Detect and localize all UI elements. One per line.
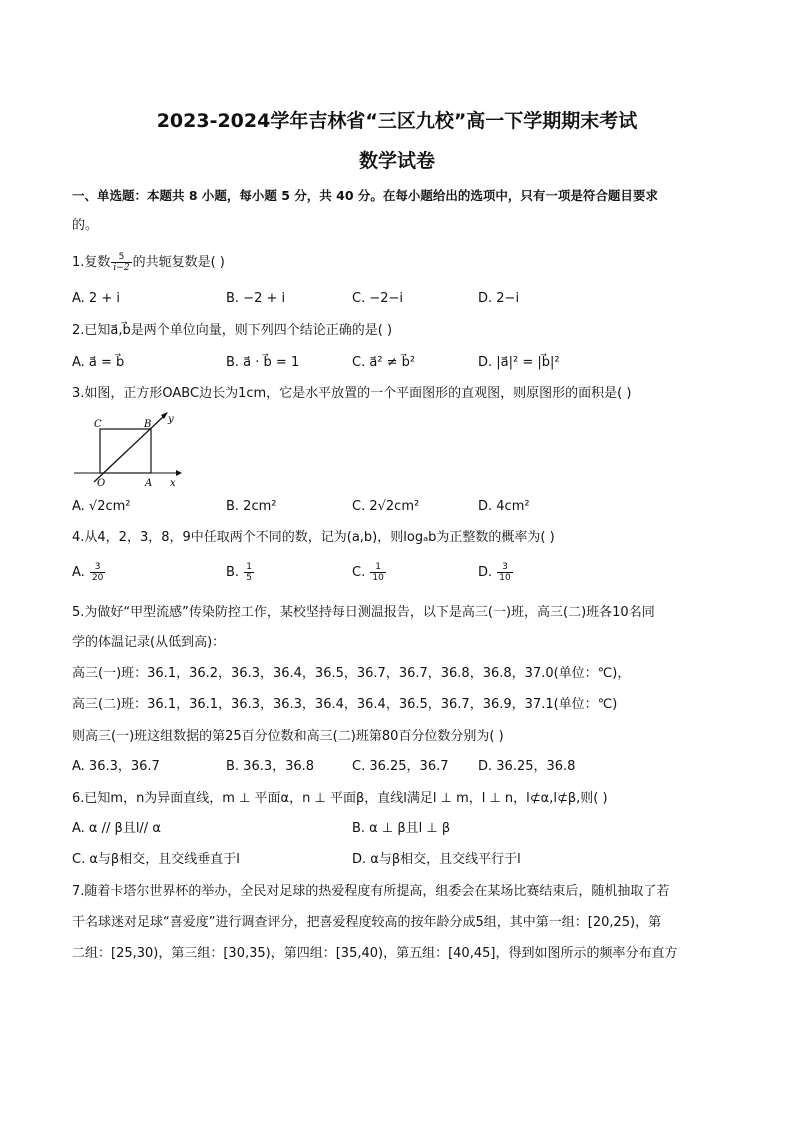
q1-option-b: B. −2 + i (226, 291, 286, 306)
q1-fraction (111, 252, 131, 273)
q5-stem-line2: 学的体温记录(从低到高)： (72, 635, 226, 650)
q2-option-b: B. a⃗ · b⃗ = 1 (226, 355, 300, 370)
q2-option-a: A. a⃗ = b⃗ (72, 355, 125, 370)
q4-option-a-fraction (90, 562, 105, 583)
q3-option-a: A. √2cm² (72, 499, 131, 514)
section-heading-line1: 一、单选题：本题共 8 小题，每小题 5 分，共 40 分。在每小题给出的选项中，只有一项是符合题目要求 (72, 188, 658, 203)
q4-option-a (72, 562, 106, 583)
label-b: B (144, 419, 152, 430)
q4-option-d-fraction (497, 562, 512, 583)
q1-option-d: D. 2−i (478, 291, 520, 306)
label-c: C (94, 419, 102, 430)
q6-option-d: D. α与β相交，且交线平行于l (352, 852, 521, 867)
q4-option-b-letter: B. (226, 565, 240, 580)
q3-stem: 3.如图，正方形OABC边长为1cm，它是水平放置的一个平面图形的直观图，则原图形的面积是( ) (72, 386, 632, 401)
q5-option-c: C. 36.25，36.7 (352, 759, 449, 774)
q5-question: 则高三(一)班这组数据的第25百分位数和高三(二)班第80百分位数分别为( ) (72, 729, 504, 744)
q6-option-a: A. α // β且l// α (72, 821, 161, 836)
q7-stem-line1: 7.随着卡塔尔世界杯的举办，全民对足球的热爱程度有所提高，组委会在某场比赛结束后，随机抽取了若 (72, 884, 670, 899)
label-x: x (170, 478, 176, 488)
q4-option-a-num: 3 (90, 562, 105, 573)
q7-stem-line3: 二组：[25,30)，第三组：[30,35)，第四组：[35,40)，第五组：[40,45]，得到如图所示的频率分布直方 (72, 946, 678, 961)
q4-option-b-den: 5 (246, 573, 252, 583)
page-subtitle: 数学试卷 (358, 150, 435, 172)
q4-option-b-fraction (244, 562, 254, 583)
q3-option-b: B. 2cm² (226, 499, 277, 514)
q7-stem-line2: 干名球迷对足球“喜爱度”进行调查评分，把喜爱程度较高的按年龄分成5组，其中第一组：[20,25)，第 (72, 915, 662, 930)
q2-option-d: D. |a⃗|² = |b⃗|² (478, 355, 560, 370)
q4-option-d (478, 562, 514, 583)
q4-option-c-den: 10 (372, 573, 384, 583)
q1-stem-post: 的共轭复数是( ) (132, 255, 225, 270)
y-axis-line (94, 416, 164, 482)
label-y: y (168, 414, 174, 425)
q2-option-c: C. a⃗² ≠ b⃗² (352, 355, 416, 370)
q1-frac-num: 5 (111, 252, 131, 263)
q6-option-c: C. α与β相交，且交线垂直于l (72, 852, 240, 867)
q5-option-a: A. 36.3，36.7 (72, 759, 160, 774)
q4-option-d-den: 10 (499, 573, 511, 583)
q5-stem-line1: 5.为做好“甲型流感”传染防控工作，某校坚持每日测温报告，以下是高三(一)班，高三(二)班各10名同 (72, 605, 655, 620)
q4-option-b (226, 562, 255, 583)
q5-class2-data: 高三(二)班：36.1，36.1，36.3，36.3，36.4，36.4，36.5，36.7，36.9，37.1(单位：℃) (72, 697, 618, 712)
q4-option-c-letter: C. (352, 565, 366, 580)
q4-option-c (352, 562, 387, 583)
q1-frac-den: i−2 (113, 263, 130, 273)
q4-stem: 4.从4，2，3，8，9中任取两个不同的数，记为(a,b)，则logₐb为正整数的概率为( ) (72, 530, 555, 545)
page-title: 2023-2024学年吉林省“三区九校”高一下学期期末考试 (156, 110, 638, 132)
q1-stem (72, 252, 225, 273)
q3-option-c: C. 2√2cm² (352, 499, 420, 514)
q4-option-b-num: 1 (246, 562, 252, 572)
q4-option-c-fraction (370, 562, 385, 583)
q1-option-a: A. 2 + i (72, 291, 120, 306)
q5-option-b: B. 36.3，36.8 (226, 759, 315, 774)
q2-stem: 2.已知a⃗,b⃗是两个单位向量，则下列四个结论正确的是( ) (72, 323, 393, 338)
q4-option-a-den: 20 (91, 573, 104, 583)
q3-option-d: D. 4cm² (478, 499, 530, 514)
q4-option-d-num: 3 (497, 562, 512, 573)
q3-figure-square-diagram (72, 410, 182, 488)
q4-option-d-letter: D. (478, 565, 493, 580)
q6-option-b: B. α ⊥ β且l ⊥ β (352, 821, 451, 836)
x-axis-arrow (176, 470, 182, 476)
q5-option-d: D. 36.25，36.8 (478, 759, 576, 774)
q1-option-c: C. −2−i (352, 291, 404, 306)
q5-class1-data: 高三(一)班：36.1，36.2，36.3，36.4，36.5，36.7，36.7，36.8，36.8，37.0(单位：℃)， (72, 666, 631, 681)
q4-option-a-letter: A. (72, 565, 85, 580)
q6-stem: 6.已知m，n为异面直线，m ⊥ 平面α，n ⊥ 平面β，直线l满足l ⊥ m，l ⊥ n，l⊄α,l⊄β,则( ) (72, 791, 608, 806)
q1-stem-pre: 1.复数 (72, 255, 111, 270)
q4-option-c-num: 1 (370, 562, 385, 573)
label-a: A (145, 478, 153, 488)
section-heading-line2: 的。 (72, 218, 99, 233)
label-o: O (97, 478, 106, 488)
